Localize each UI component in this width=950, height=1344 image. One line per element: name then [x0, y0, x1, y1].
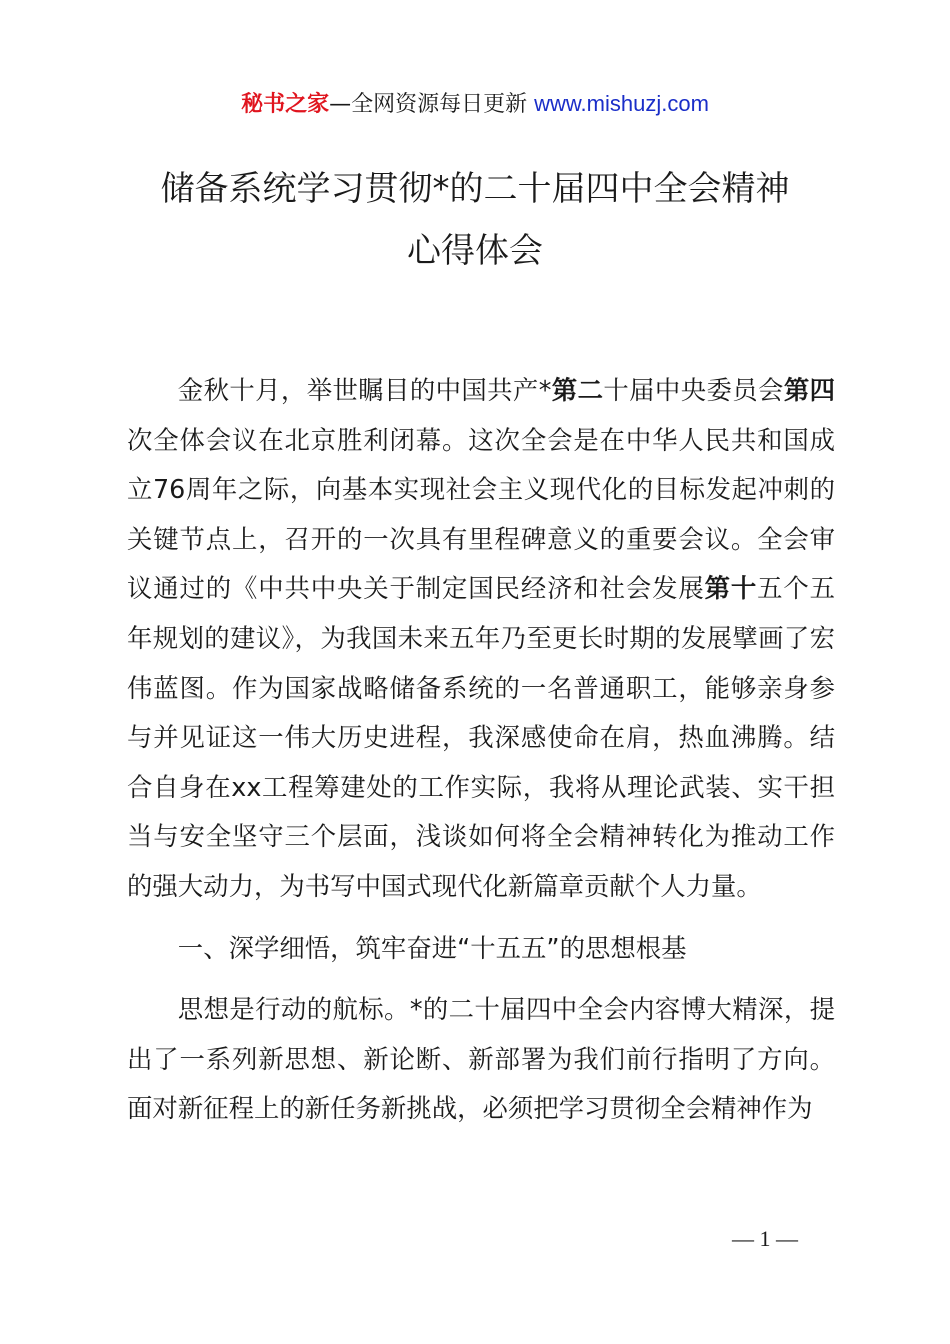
paragraph-intro-text-2: 十届中央委员会	[603, 375, 784, 405]
paragraph-intro-text-4: 五个五年规划的建议》，为我国未来五年乃至更长时期的发展擘画了宏伟蓝图。作为国家战略储备系统的一名普通职工，能够亲身参与并见证这一伟大历史进程，我深感使命在肩，热血沸腾。结合自身在xx工程筹建处的工作实际，我将从理论武装、实干担当与安全坚守三个层面，浅谈如何将全会精神转化为推动工作的强大动力，为书写中国式现代化新篇章贡献个人力量。	[127, 573, 836, 901]
title-line-2: 心得体会	[407, 231, 543, 271]
site-tagline: —全网资源每日更新	[329, 92, 535, 117]
document-title	[60, 158, 890, 282]
title-line-1: 储备系统学习贯彻*的二十届四中全会精神	[160, 169, 790, 209]
site-brand: 秘书之家	[241, 92, 330, 117]
paragraph-intro-bold-1: 第二	[551, 375, 604, 405]
paragraph-section-1: 思想是行动的航标。*的二十届四中全会内容博大精深，提出了一系列新思想、新论断、新部署为我们前行指明了方向。面对新征程上的新任务新挑战，必须把学习贯彻全会精神作为	[127, 994, 835, 1124]
paragraph-intro-bold-3: 第十	[704, 573, 758, 604]
paragraph-intro-bold-2: 第四	[783, 375, 836, 405]
site-url-link[interactable]: www.mishuzj.com	[534, 91, 709, 116]
paragraph-intro-text-3: 次全体会议在北京胜利闭幕。这次全会是在中华人民共和国成立76周年之际，向基本实现社会主义现代化的目标发起冲刺的关键节点上，召开的一次具有里程碑意义的重要会议。全会审议通过的《中共中央关于制定国民经济和社会发展	[127, 424, 835, 604]
paragraph-intro	[127, 366, 835, 912]
document-body	[127, 366, 835, 1134]
site-header	[0, 88, 950, 121]
page-number: — 1 —	[732, 1226, 798, 1251]
section-heading-1: 一、深学细悟，筑牢奋进“十五五”的思想根基	[177, 932, 687, 963]
paragraph-intro-text-1: 金秋十月，举世瞩目的中国共产*	[177, 375, 552, 405]
